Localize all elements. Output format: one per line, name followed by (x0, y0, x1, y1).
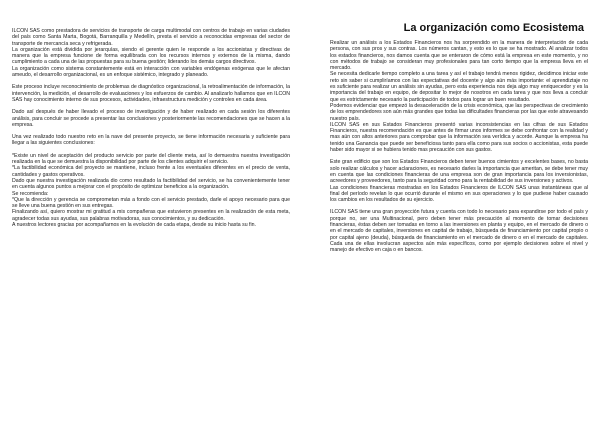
paragraph: Este gran edificio que son los Estados Financieros deben tener buenos cimientos y excelentes bases, no basta solo realizar cálculos y hacer aclaraciones, es necesario darles la importancia que ameritan, se debe tener muy en cuenta que las condiciones financieras de una empresa son de gran importancia para los inversionistas, acreedores y proveedores, tanto para la seguridad como para la rentabilidad de sus inversiones y activos. (330, 159, 588, 185)
paragraph: Podemos evidenciar que empezó la desaceleración de la crisis económica, que las perspectivas de crecimiento de los emprendedores son aún más grandes que todas las dificultades financieras por las que este atravesando nuestro país. (330, 102, 588, 122)
paragraph: Se recomienda: (12, 190, 49, 197)
paragraph: La organización como sistema constantemente está en interacción con variables endógenas exógenas que le afectan ameudo, el desarrollo organizacional, es un enfoque sistémico, integrado y planeado. (12, 65, 290, 79)
paragraph: Realizar un análisis a los Estados Financieros nos ha sorprendido en la manera de interpretación de cada persona, con sus pros y sus contras. Los números cantan, y esto es lo que se ha mostrado. Al analizar todos los estados financieros, nos damos cuenta que se enteraron de cómo está la empresa en este momento, y no con métodos de trabajo se consideran muy profesionales para tan corto tiempo que la empresa lleva en el mercado. (330, 40, 588, 72)
paragraph: Las condiciones financieras mostradas en los Estados Financieros de ILCON SAS unas instantáneas que al final del período revelan lo que ocurrió durante el mismo en sus operaciones y lo que pudiese haber causado los cambios en los resultados de su ejercicio. (330, 184, 588, 204)
paragraph: A nuestros lectores gracias por acompañarnos en la evolución de cada etapa, desde su inicio hasta su fin. (12, 222, 256, 229)
paragraph: ILCON SAS en sus Estados Financieros presentó varias inconsistencias en las cifras de sus Estados Financieros, nuestra recomendación es que antes de firmar unos informes se debe confrontar con la realidad y mas aún con altos anteriores para comprobar que la información sea verídica y acorde. Aunque la empresa ha tenido una Ganancia que puede ser beneficiosa tanto para ella como para sus socios o accionistas, esta puede haber sido mayor si se hubiera tenido mas precaución con sus gastos. (330, 121, 588, 154)
paragraph: Este proceso incluye reconocimiento de problemas de diagnóstico organizacional, la retroalimentación de información, la intervención, la medición, el desarrollo de evaluaciones y los esfuerzos de cambio. Al analizarlo hallamos que en ILCON SAS hay conocimiento interno de sus procesos, actividades, infraestructura medición y controles en cada área. (12, 84, 290, 103)
paragraph: La organización está dividida por jerarquías, siendo el gerente quien le responde a los accionistas y directivas de manera que la empresa funcione de forma equilibrada con los recursos internos y externos de la misma, dando cumplimiento a cada una de las propuestas para su buena gestión; liderando los demás cargos directivos. (12, 46, 290, 66)
paragraph: ILCON SAS como prestadora de servicios de transporte de carga multimodal con centros de trabajo en varias ciudades del país como Santa Marta, Bogotá, Barranquilla y Medellín, presta el servicio a reconocidas empresas del sector de transporte de mercancía seca y refrigerada. (12, 28, 290, 47)
paragraph: Una vez realizado todo nuestro reto en la nave del presente proyecto, se tiene información necesaria y suficiente para llegar a las siguientes conclusiones: (12, 134, 290, 147)
page-title: La organización como Ecosistema (403, 22, 584, 34)
paragraph: Finalizando así, quiero mostrar mi gratitud a mis compañeras que estuvieron presentes en la realización de esta meta, agradecer todas sus ayudas, sus palabras motivadoras, sus conocimientos, y su dedicación. (12, 209, 290, 222)
paragraph: Se necesita dedicarle tiempo completo a una tarea y así el trabajo tendrá menos rigidez, decidimos iniciar este reto sin saber si cumpliríamos con las expectativas del docente y algo aún más importante: el aprendiztaje no es suficiente para realizar un análisis sin ayudas, pero esta experiencia nos deja algo muy enriquecedor y es la importancia del trabajo en equipo, de depositar lo mejor de nosotros en cada tarea y que nos lleva a concluir que es estrictamente necesario la participación de todos para lograr un buen resultado. (330, 71, 588, 103)
paragraph: *Que la dirección y gerencia se comprometan más a fondo con el servicio prestado, darle el apoyo necesario para que se lleve una buena gestión en sus entregas. (12, 196, 290, 210)
right-page (300, 0, 600, 424)
paragraph: ILCON SAS tiene una gran proyección futura y cuenta con todo lo necesario para expandirse por todo el país y porque no, ser una Multinacional, pero deben tener más precaución al momento de tomar decisiones financieras, éstas deben ser tomadas en torno a las inversiones en planta y equipo, en el mercado de dinero o en el mercado de capitales, inversiones en capital de trabajo, búsqueda de financiamiento por capital propio o por capital ajeno (deuda), búsqueda de financiamiento en el mercado de dinero o en el mercado de capitales. Cada una de ellas involucran aspectos aún más específicos, como por ejemplo decisiones sobre el nivel y manejo de efectivo en caja o en bancos. (330, 209, 588, 254)
paragraph: *La factibilidad económica del proyecto se mantiene, incluso frente a los eventuales diferentes en el precio de venta, cantidades y gastos operativos. (12, 165, 290, 178)
paragraph: Dado que nuestra investigación realizada dio como resultado la factibilidad del servicio, se ha convenientemente tener en cuenta algunos puntos a mejorar con el propósito de optimizar beneficios a la organización. (12, 177, 290, 191)
paragraph: *Existe un nivel de aceptación del producto servicio por parte del cliente meta, así lo demuestra nuestra investigación realizada en la que se demuestra la disponibilidad por parte de los clientes adquirir el servicio. (12, 152, 290, 166)
paragraph: Dado así después de haber llevado el proceso de investigación y de haber realizado en cada sesión los diferentes análisis, para concluir se procede a presentar las conclusiones y posteriormente las recomendaciones que se hacen a la empresa. (12, 109, 290, 128)
